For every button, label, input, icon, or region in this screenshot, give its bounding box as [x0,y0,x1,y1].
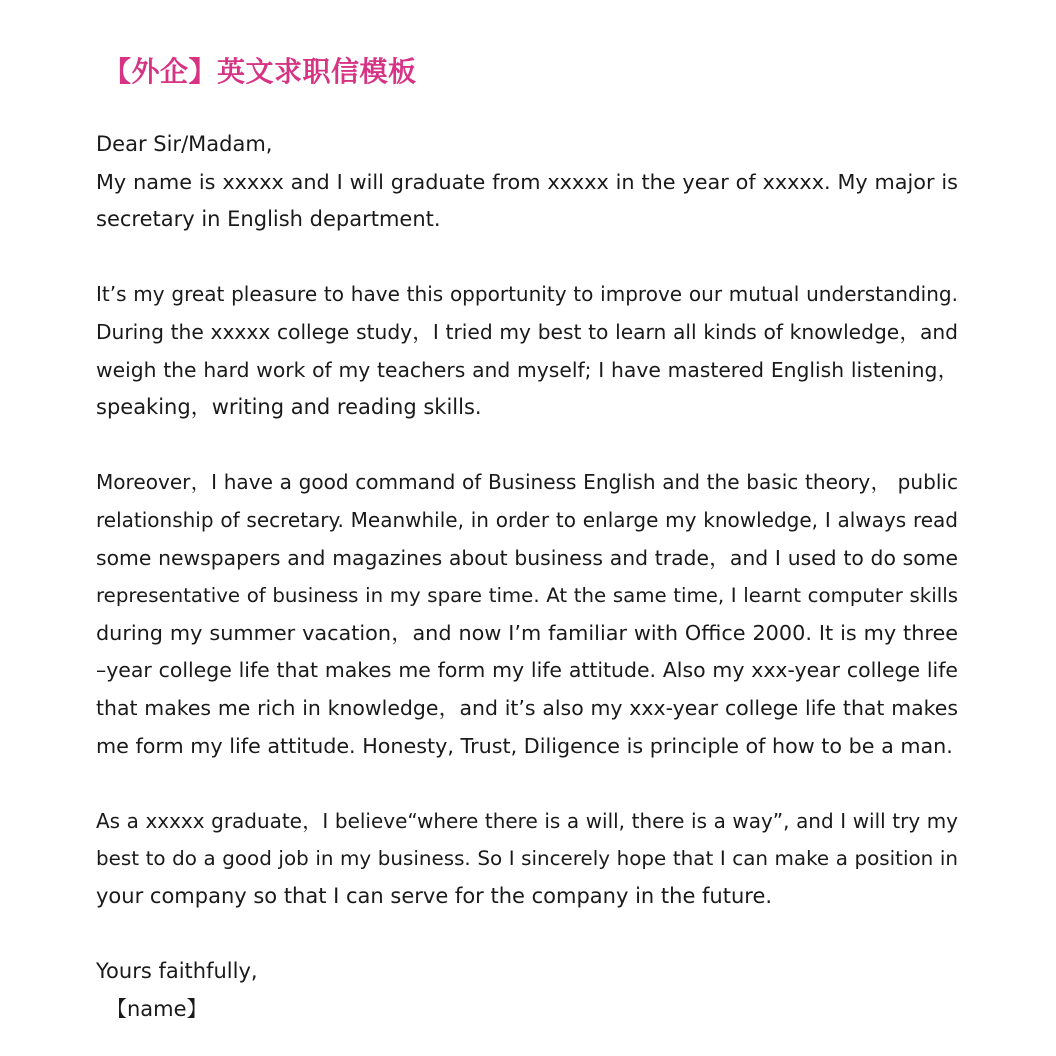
paragraph-4-line: best to do a good job in my business. So I sincerely hope that I can make a position in [96,847,958,871]
paragraph-1-line: My name is xxxxx and I will graduate from xxxxx in the year of xxxxx. My major is [96,169,958,194]
paragraph-1-line: secretary in English department. [96,207,441,232]
paragraph-gap [96,239,958,277]
paragraph-3-line: that makes me rich in knowledge，and it’s also my xxx-year college life that makes [96,695,958,720]
paragraph-3-line: relationship of secretary. Meanwhile, in order to enlarge my knowledge, I always read [96,507,958,532]
paragraph-2-line: speaking，writing and reading skills. [96,395,482,420]
paragraph-2-line: It’s my great pleasure to have this opportunity to improve our mutual understanding. [96,282,958,307]
letter-body [96,126,958,1028]
paragraph-gap [96,765,958,803]
paragraph-3-line: –year college life that makes me form my life attitude. Also my xxx-year college life [96,658,958,683]
paragraph-gap [96,427,958,465]
paragraph-4-line: As a xxxxx graduate，I believe“where there is a will, there is a way”, and I will try my [96,808,958,833]
closing: Yours faithfully, [96,959,258,984]
paragraph-2-line: During the xxxxx college study，I tried my best to learn all kinds of knowledge，and [96,319,958,344]
paragraph-4-line: your company so that I can serve for the company in the future. [96,883,773,908]
paragraph-3-line: representative of business in my spare time. At the same time, I learnt computer skills [96,584,958,608]
salutation: Dear Sir/Madam, [96,132,273,156]
paragraph-gap [96,915,958,953]
signature-placeholder: 【name】 [106,996,208,1021]
paragraph-3-line: Moreover，I have a good command of Business English and the basic theory， public [96,470,958,495]
paragraph-3-line: some newspapers and magazines about business and trade，and I used to do some [96,545,958,570]
paragraph-3-line: me form my life attitude. Honesty, Trust, Diligence is principle of how to be a man. [96,733,953,758]
paragraph-3-line: during my summer vacation，and now I’m familiar with Office 2000. It is my three [96,620,958,645]
paragraph-2-line: weigh the hard work of my teachers and myself; I have mastered English listening， [96,357,958,382]
document-title: 【外企】英文求职信模板 [103,55,417,88]
